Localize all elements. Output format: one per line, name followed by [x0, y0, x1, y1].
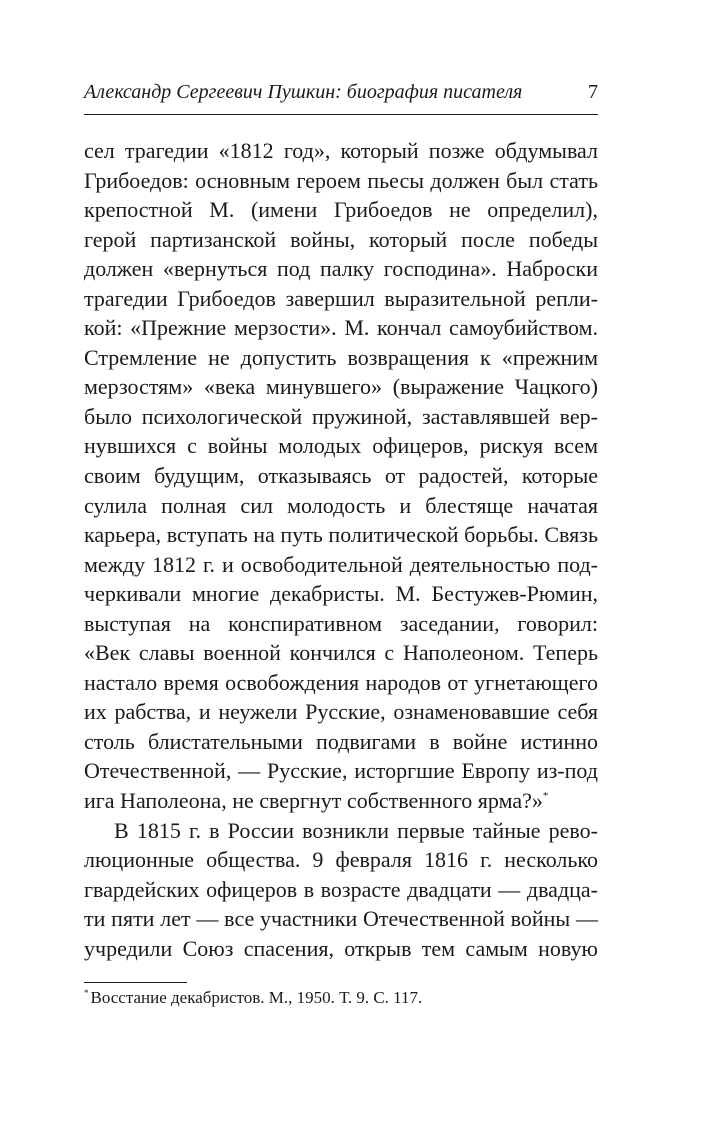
text-line: гвардейских офицеров в возрасте двадцати — двадца- [84, 876, 598, 902]
text-line: их рабства, и неужели Русские, ознаменовавшие себя [84, 699, 598, 725]
text-line: Отечественной, — Русские, исторгшие Европу из-под [84, 758, 598, 784]
footnote-reference[interactable]: * [542, 790, 549, 803]
text-line: столь блистательными подвигами в войне истинно [84, 728, 598, 754]
footnote [84, 986, 422, 1010]
running-title: Александр Сергеевич Пушкин: биография писателя [84, 81, 523, 103]
text-line: своим будущим, отказываясь от радостей, которые [84, 463, 598, 489]
text-line: черкивали многие декабристы. М. Бестужев-Рюмин, [84, 581, 598, 607]
footnote-rule [84, 982, 187, 983]
text-line: сел трагедии «1812 год», который позже обдумывал [84, 138, 598, 163]
text-line: должен «вернуться под палку господина». Наброски [84, 256, 598, 282]
page-number: 7 [588, 81, 598, 103]
footnote-marker: * [84, 988, 89, 998]
text-line: настало время освобождения народов от угнетающего [84, 669, 598, 695]
text-line: ти пяти лет — все участники Отечественной войны — [84, 906, 598, 932]
main-text [84, 136, 598, 963]
text-line: учредили Союз спасения, открыв тем самым новую [84, 935, 598, 961]
text-line: карьера, вступать на путь политической борьбы. Связь [84, 522, 598, 548]
text-line: люционные общества. 9 февраля 1816 г. несколько [84, 847, 598, 873]
text-line: нувшихся с войны молодых офицеров, рискуя всем [84, 433, 598, 459]
text-line-with-footnote [84, 786, 598, 816]
text-line: выступая на конспиративном заседании, говорил: [84, 610, 598, 636]
text-line: Грибоедов: основным героем пьесы должен был стать [84, 167, 598, 193]
text-line: «Век славы военной кончился с Наполеоном. Теперь [84, 640, 598, 666]
text-line: Стремление не допустить возвращения к «прежним [84, 344, 598, 370]
text-line: крепостной М. (имени Грибоедов не определил), [84, 197, 598, 223]
text-line: сулила полная сил молодость и блестяще начатая [84, 492, 598, 518]
text-line: кой: «Прежние мерзости». М. кончал самоубийством. [84, 315, 598, 341]
text-line: мерзостям» «века минувшего» (выражение Чацкого) [84, 374, 598, 400]
text-line: трагедии Грибоедов завершил выразительной репли- [84, 285, 598, 311]
text-line: было психологической пружиной, заставлявшей вер- [84, 403, 598, 429]
paragraph-first-line: В 1815 г. в России возникли первые тайные рево- [114, 817, 598, 843]
text-line-content: ига Наполеона, не свергнут собственного ярма?» [84, 788, 543, 814]
running-head [84, 79, 598, 105]
header-rule [84, 114, 598, 115]
text-line: между 1812 г. и освободительной деятельностью под- [84, 551, 598, 577]
footnote-text: Восстание декабристов. М., 1950. Т. 9. С. 117. [90, 988, 423, 1007]
text-line: герой партизанской войны, который после победы [84, 226, 598, 252]
